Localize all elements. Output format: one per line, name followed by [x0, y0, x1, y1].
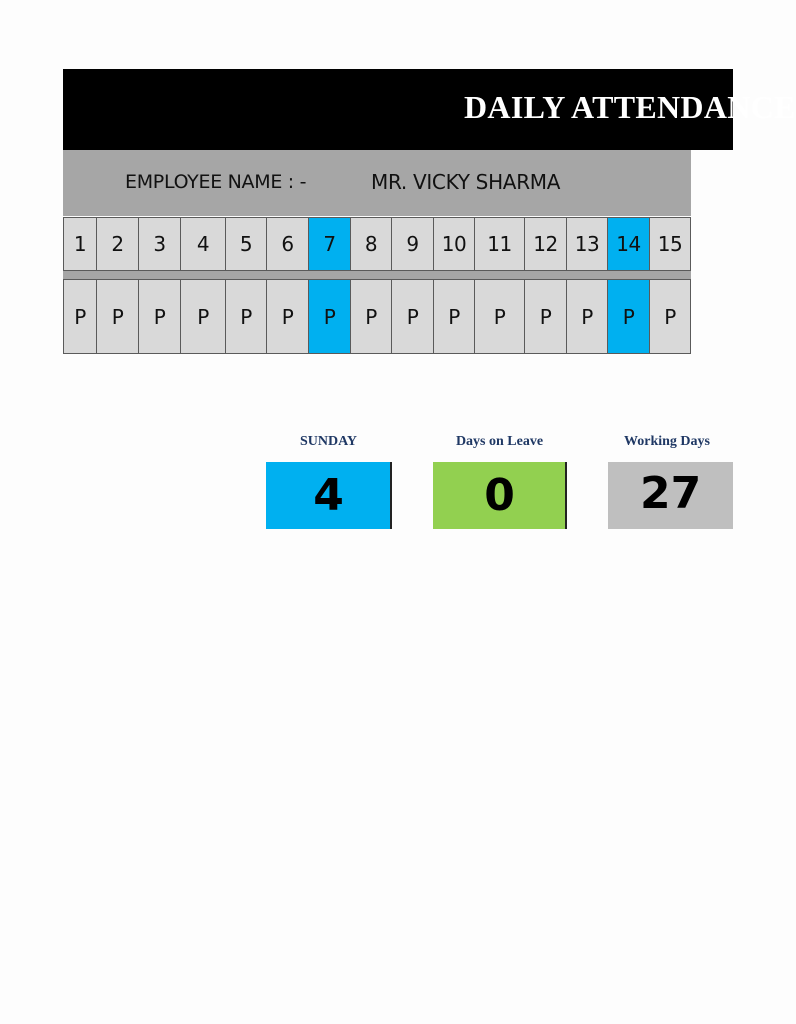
- status-cell[interactable]: P: [474, 279, 525, 354]
- day-cell[interactable]: 1: [63, 217, 97, 271]
- day-cell[interactable]: 4: [180, 217, 226, 271]
- status-cell[interactable]: P: [96, 279, 139, 354]
- cell-border: [565, 462, 567, 529]
- title-bar: [63, 69, 796, 150]
- day-number-row: [63, 217, 691, 271]
- title-clip: [63, 69, 796, 150]
- day-cell[interactable]: 8: [350, 217, 392, 271]
- sunday-count-value[interactable]: 4: [266, 462, 391, 529]
- cell-border: [390, 462, 392, 529]
- day-cell[interactable]: 2: [96, 217, 139, 271]
- sheet-title: DAILY ATTENDANCE: [464, 89, 796, 125]
- status-cell[interactable]: P: [566, 279, 608, 354]
- status-cell-sunday[interactable]: P: [308, 279, 351, 354]
- day-cell-sunday[interactable]: 14: [607, 217, 650, 271]
- status-cell[interactable]: P: [225, 279, 267, 354]
- day-cell[interactable]: 3: [138, 217, 181, 271]
- status-cell[interactable]: P: [433, 279, 475, 354]
- day-cell[interactable]: 13: [566, 217, 608, 271]
- day-cell[interactable]: 11: [474, 217, 525, 271]
- row-divider: [63, 271, 691, 279]
- employee-name-value[interactable]: MR. VICKY SHARMA: [371, 170, 561, 194]
- day-cell[interactable]: 6: [266, 217, 309, 271]
- status-cell-sunday[interactable]: P: [607, 279, 650, 354]
- status-cell[interactable]: P: [63, 279, 97, 354]
- status-cell[interactable]: P: [350, 279, 392, 354]
- working-days-label: Working Days: [624, 434, 710, 449]
- working-days-label-clip: [608, 430, 710, 454]
- status-cell[interactable]: P: [266, 279, 309, 354]
- employee-name-label: EMPLOYEE NAME : -: [125, 171, 307, 193]
- day-cell[interactable]: 5: [225, 217, 267, 271]
- status-cell[interactable]: P: [138, 279, 181, 354]
- working-days-clip: [608, 462, 702, 529]
- status-cell[interactable]: P: [649, 279, 691, 354]
- day-cell[interactable]: 15: [649, 217, 691, 271]
- day-cell[interactable]: 9: [391, 217, 434, 271]
- status-cell[interactable]: P: [391, 279, 434, 354]
- sunday-count-label: SUNDAY: [299, 434, 358, 449]
- leave-count-value[interactable]: 0: [433, 462, 566, 529]
- leave-count-label: Days on Leave: [455, 434, 544, 449]
- day-cell-sunday[interactable]: 7: [308, 217, 351, 271]
- working-days-box[interactable]: [608, 462, 733, 529]
- day-cell[interactable]: 12: [524, 217, 567, 271]
- attendance-status-row: [63, 279, 691, 354]
- working-days-value: 27: [640, 468, 702, 519]
- status-cell[interactable]: P: [180, 279, 226, 354]
- employee-name-row: [63, 150, 691, 216]
- status-cell[interactable]: P: [524, 279, 567, 354]
- day-cell[interactable]: 10: [433, 217, 475, 271]
